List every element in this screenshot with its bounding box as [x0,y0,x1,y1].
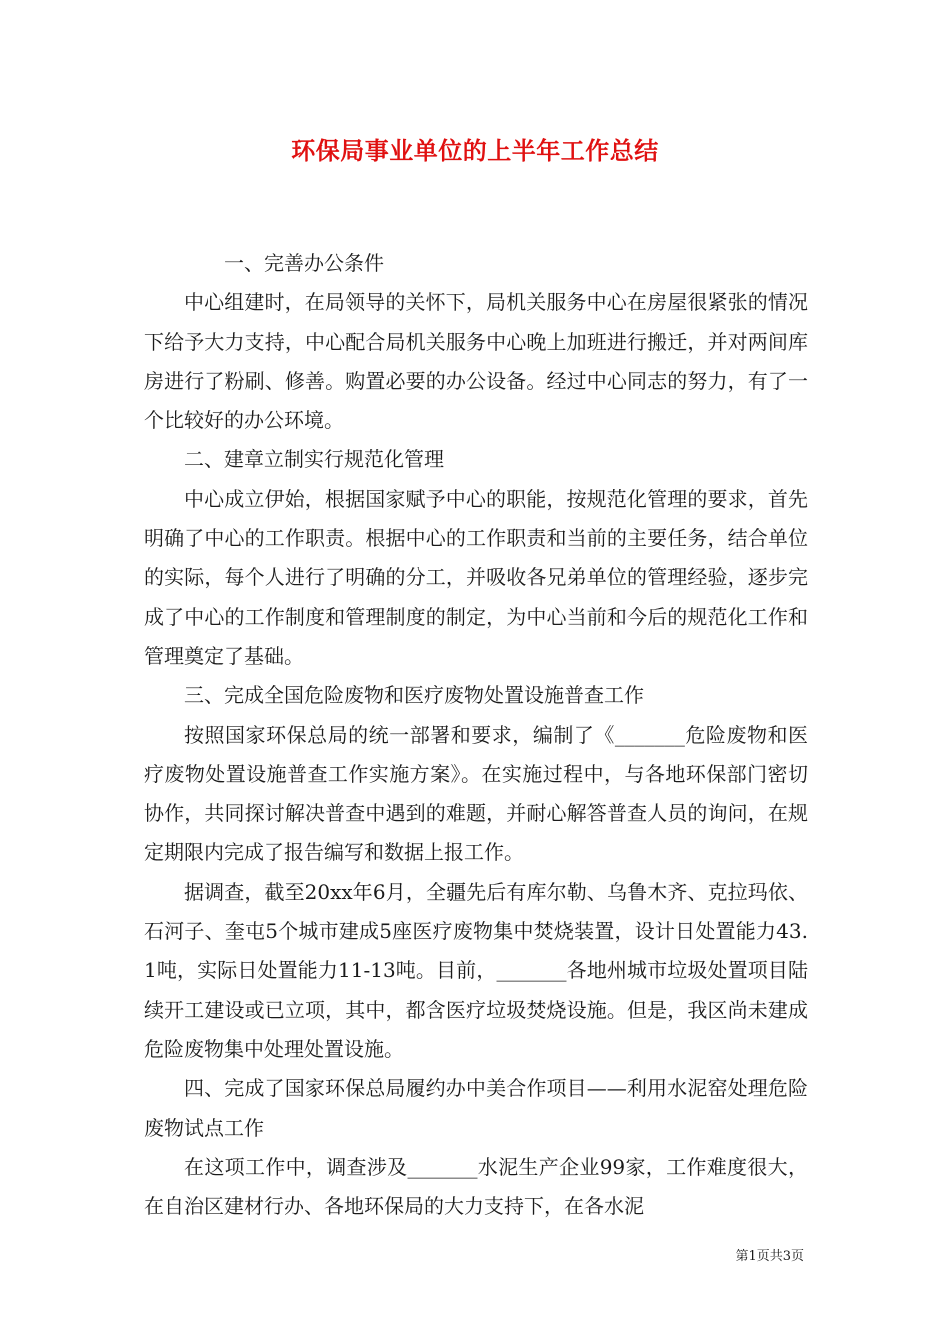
paragraph: 据调查，截至20xx年6月，全疆先后有库尔勒、乌鲁木齐、克拉玛依、石河子、奎屯5个城市建成5座医疗废物集中焚烧装置，设计日处置能力43.1吨，实际日处置能力11-13吨。目前，_______各地州城市垃圾处置项目陆续开工建设或已立项，其中，都含医疗垃圾焚烧设施。但是，我区尚未建成危险废物集中处理处置设施。 [144,879,808,1061]
paragraph: 中心成立伊始，根据国家赋予中心的职能，按规范化管理的要求，首先明确了中心的工作职责。根据中心的工作职责和当前的主要任务，结合单位的实际，每个人进行了明确的分工，并吸收各兄弟单位的管理经验，逐步完成了中心的工作制度和管理制度的制定，为中心当前和今后的规范化工作和管理奠定了基础。 [144,486,808,668]
section-heading-4: 四、完成了国家环保总局履约办中美合作项目——利用水泥窑处理危险废物试点工作 [144,1076,808,1140]
page-indicator: 第1页共3页 [735,1249,804,1264]
section-heading-3: 三、完成全国危险废物和医疗废物处置设施普查工作 [184,683,644,708]
paragraph: 按照国家环保总局的统一部署和要求，编制了《_______危险废物和医疗废物处置设施普查工作实施方案》。在实施过程中，与各地环保部门密切协作，共同探讨解决普查中遇到的难题，并耐心解答普查人员的询问，在规定期限内完成了报告编写和数据上报工作。 [144,722,808,865]
section-heading-1: 一、完善办公条件 [224,251,384,275]
document-title: 环保局事业单位的上半年工作总结 [291,136,659,165]
paragraph: 在这项工作中，调查涉及_______水泥生产企业99家，工作难度很大，在自治区建材行办、各地环保局的大力支持下，在各水泥 [144,1154,808,1219]
section-heading-2: 二、建章立制实行规范化管理 [184,447,444,472]
paragraph: 中心组建时，在局领导的关怀下，局机关服务中心在房屋很紧张的情况下给予大力支持，中心配合局机关服务中心晚上加班进行搬迁，并对两间库房进行了粉刷、修善。购置必要的办公设备。经过中心同志的努力，有了一个比较好的办公环境。 [144,290,808,433]
document-body [144,244,808,1226]
